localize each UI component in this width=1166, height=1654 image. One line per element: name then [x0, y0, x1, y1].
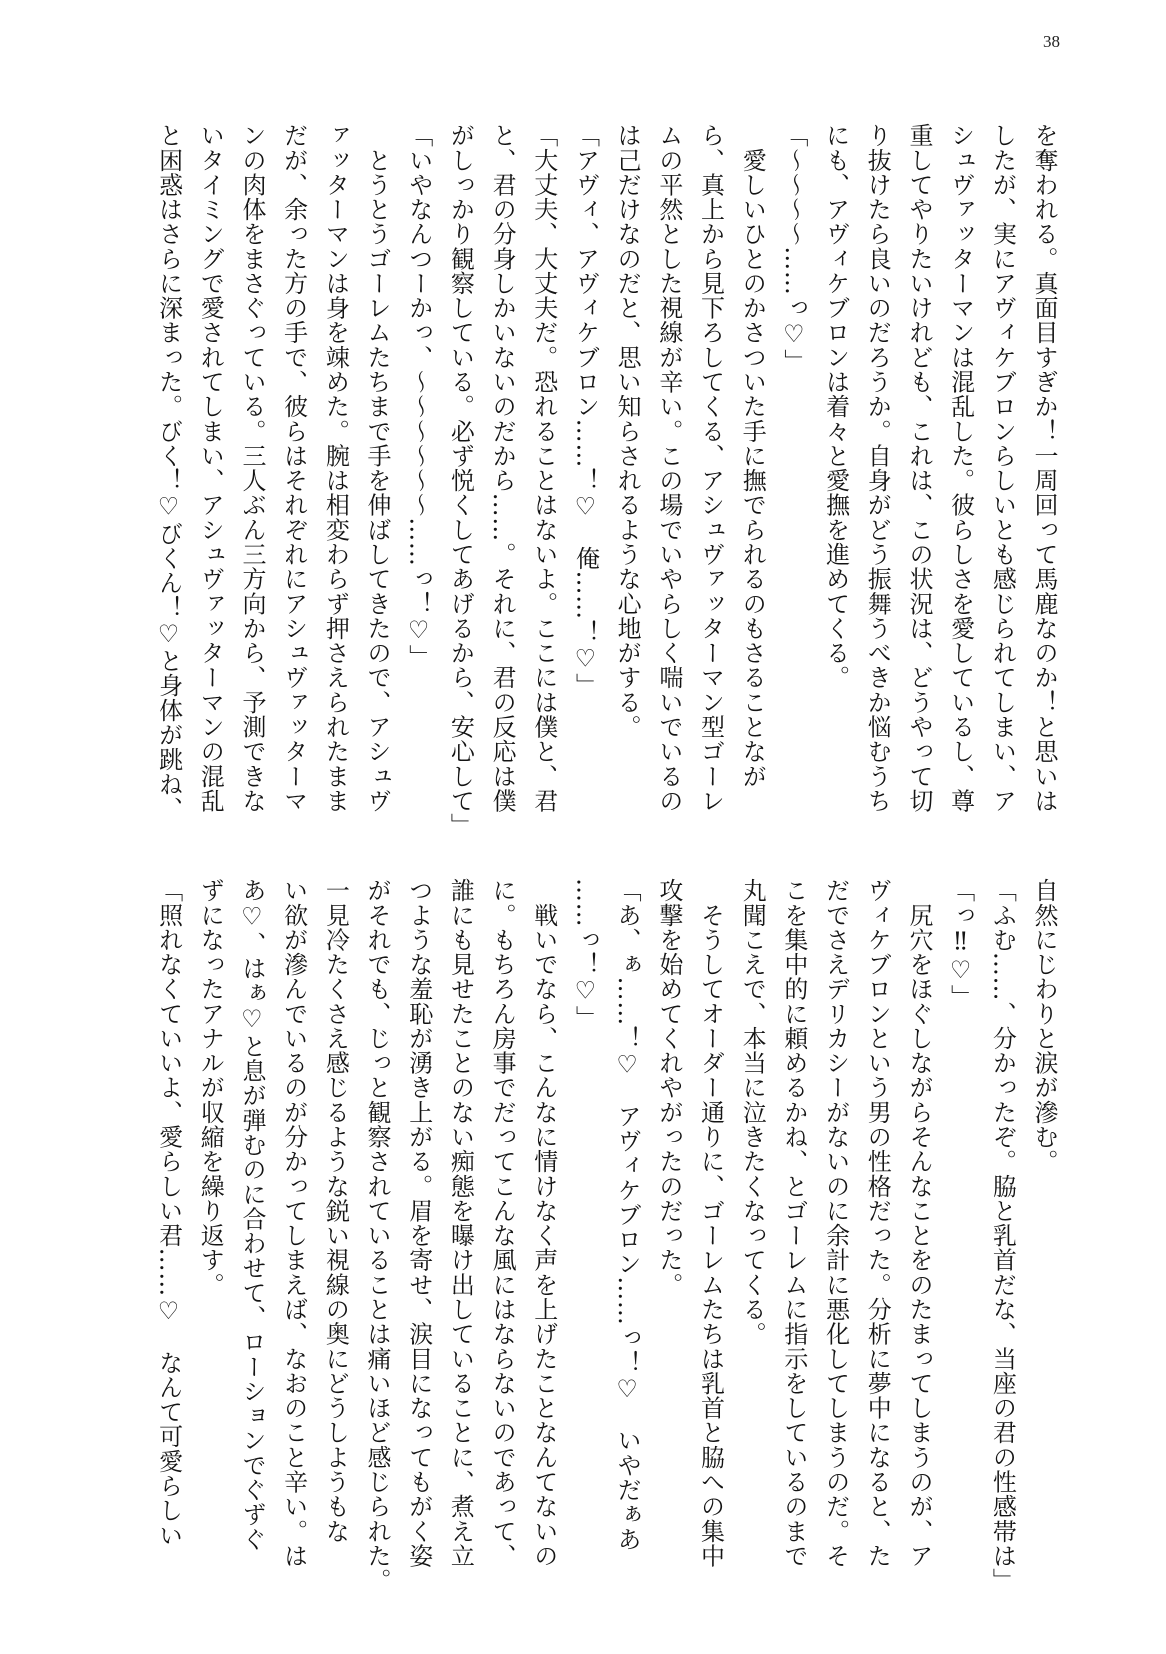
text-column: ンの肉体をまさぐっている。三人ぶん三方向から、予測できな	[237, 123, 266, 813]
text-column: いタイミングで愛されてしまい、アシュヴァッターマンの混乱	[196, 123, 225, 813]
dialogue-column: と、君の分身しかいないのだから……。それに、君の反応は僕	[488, 123, 517, 813]
text-column: がそれでも、じっと観察されていることは痛いほど感じられた。	[363, 878, 391, 1593]
text-column: を奪われる。真面目すぎか！一周回って馬鹿なのか！と思いは	[1030, 123, 1058, 813]
dialogue-column: がしっかり観察している。必ず悦くしてあげるから、安心して」	[446, 123, 475, 838]
text-column: あ♡、はぁ♡と息が弾むのに合わせて、ローションでぐずぐ	[237, 878, 266, 1552]
text-column: 愛しいひとのかさついた手に撫でられるのもさることなが	[738, 123, 767, 789]
dialogue-column: 「あ、ぁ……！♡ アヴィケブロン……っ！♡ いやだぁあ	[613, 878, 642, 1552]
text-column: い欲が滲んでいるのが分かってしまえば、なおのこと辛い。は	[279, 878, 308, 1568]
dialogue-column: 「照れなくていいよ、愛らしい君……♡ なんて可愛らしい	[154, 878, 183, 1548]
text-column: とうとうゴーレムたちまで手を伸ばしてきたので、アシュヴ	[363, 123, 391, 813]
text-column: は己だけなのだと、思い知らされるような心地がする。	[613, 123, 642, 739]
text-column: り抜けたら良いのだろうか。自身がどう振舞うべきか悩むうち	[863, 123, 892, 813]
text-block-bottom	[146, 878, 1064, 1593]
dialogue-column: ……っ！♡」	[571, 878, 600, 1030]
dialogue-column: 「いやなんつーかっ、～～～～～～……っ！♡」	[404, 123, 433, 670]
text-column: つような羞恥が湧き上がる。眉を寄せ、涙目になってもがく姿	[404, 878, 433, 1568]
text-column: にも、アヴィケブロンは着々と愛撫を進めてくる。	[821, 123, 850, 690]
dialogue-column: 「ふむ……、分かったぞ。脇と乳首だな、当座の君の性感帯は」	[988, 878, 1017, 1593]
text-column: したが、実にアヴィケブロンらしいとも感じられてしまい、ア	[988, 123, 1017, 813]
page-number: 38	[1043, 32, 1060, 51]
dialogue-column: 「大丈夫、大丈夫だ。恐れることはないよ。ここには僕と、君	[529, 123, 558, 813]
text-column: 丸聞こえで、本当に泣きたくなってくる。	[738, 878, 767, 1347]
dialogue-column: 「アヴィ、アヴィケブロン……！♡ 俺……！♡」	[571, 123, 600, 698]
text-column: そうしてオーダー通りに、ゴーレムたちは乳首と脇への集中	[696, 878, 725, 1568]
text-column: 自然にじわりと涙が滲む。	[1030, 878, 1058, 1174]
dialogue-column: 「～～～～……っ♡」	[779, 123, 808, 374]
text-column: こを集中的に頼めるかね、とゴーレムに指示をしているのまで	[779, 878, 808, 1568]
text-column: 一見冷たくさえ感じるような鋭い視線の奥にどうしようもな	[321, 878, 350, 1544]
text-column: 尻穴をほぐしながらそんなことをのたまってしまうのが、ア	[904, 878, 933, 1568]
text-column: ァッターマンは身を竦めた。腕は相変わらず押さえられたまま	[321, 123, 350, 813]
text-column: シュヴァッターマンは混乱した。彼らしさを愛しているし、尊	[946, 123, 975, 813]
text-column: と困惑はさらに深まった。びく！♡びくん！♡と身体が跳ね、	[154, 123, 183, 821]
text-column: 攻撃を始めてくれやがったのだった。	[654, 878, 683, 1297]
text-column: ヴィケブロンという男の性格だった。分析に夢中になると、た	[863, 878, 892, 1568]
text-block-top	[146, 123, 1064, 838]
text-column: 誰にも見せたことのない痴態を曝け出していることに、煮え立	[446, 878, 475, 1568]
text-column: 重してやりたいけれども、これは、この状況は、どうやって切	[904, 123, 933, 813]
text-column: ムの平然とした視線が辛い。この場でいやらしく喘いでいるの	[654, 123, 683, 813]
text-column: ずになったアナルが収縮を繰り返す。	[196, 878, 225, 1297]
text-column: だが、余った方の手で、彼らはそれぞれにアシュヴァッターマ	[279, 123, 308, 813]
text-column: に。もちろん房事でだってこんな風にはならないのであって、	[488, 878, 517, 1568]
text-column: だでさえデリカシーがないのに余計に悪化してしまうのだ。そ	[821, 878, 850, 1568]
text-column: 戦いでなら、こんなに情けなく声を上げたことなんてないの	[529, 878, 558, 1568]
text-column: ら、真上から見下ろしてくる、アシュヴァッターマン型ゴーレ	[696, 123, 725, 813]
dialogue-column: 「っ‼♡」	[946, 878, 975, 1010]
